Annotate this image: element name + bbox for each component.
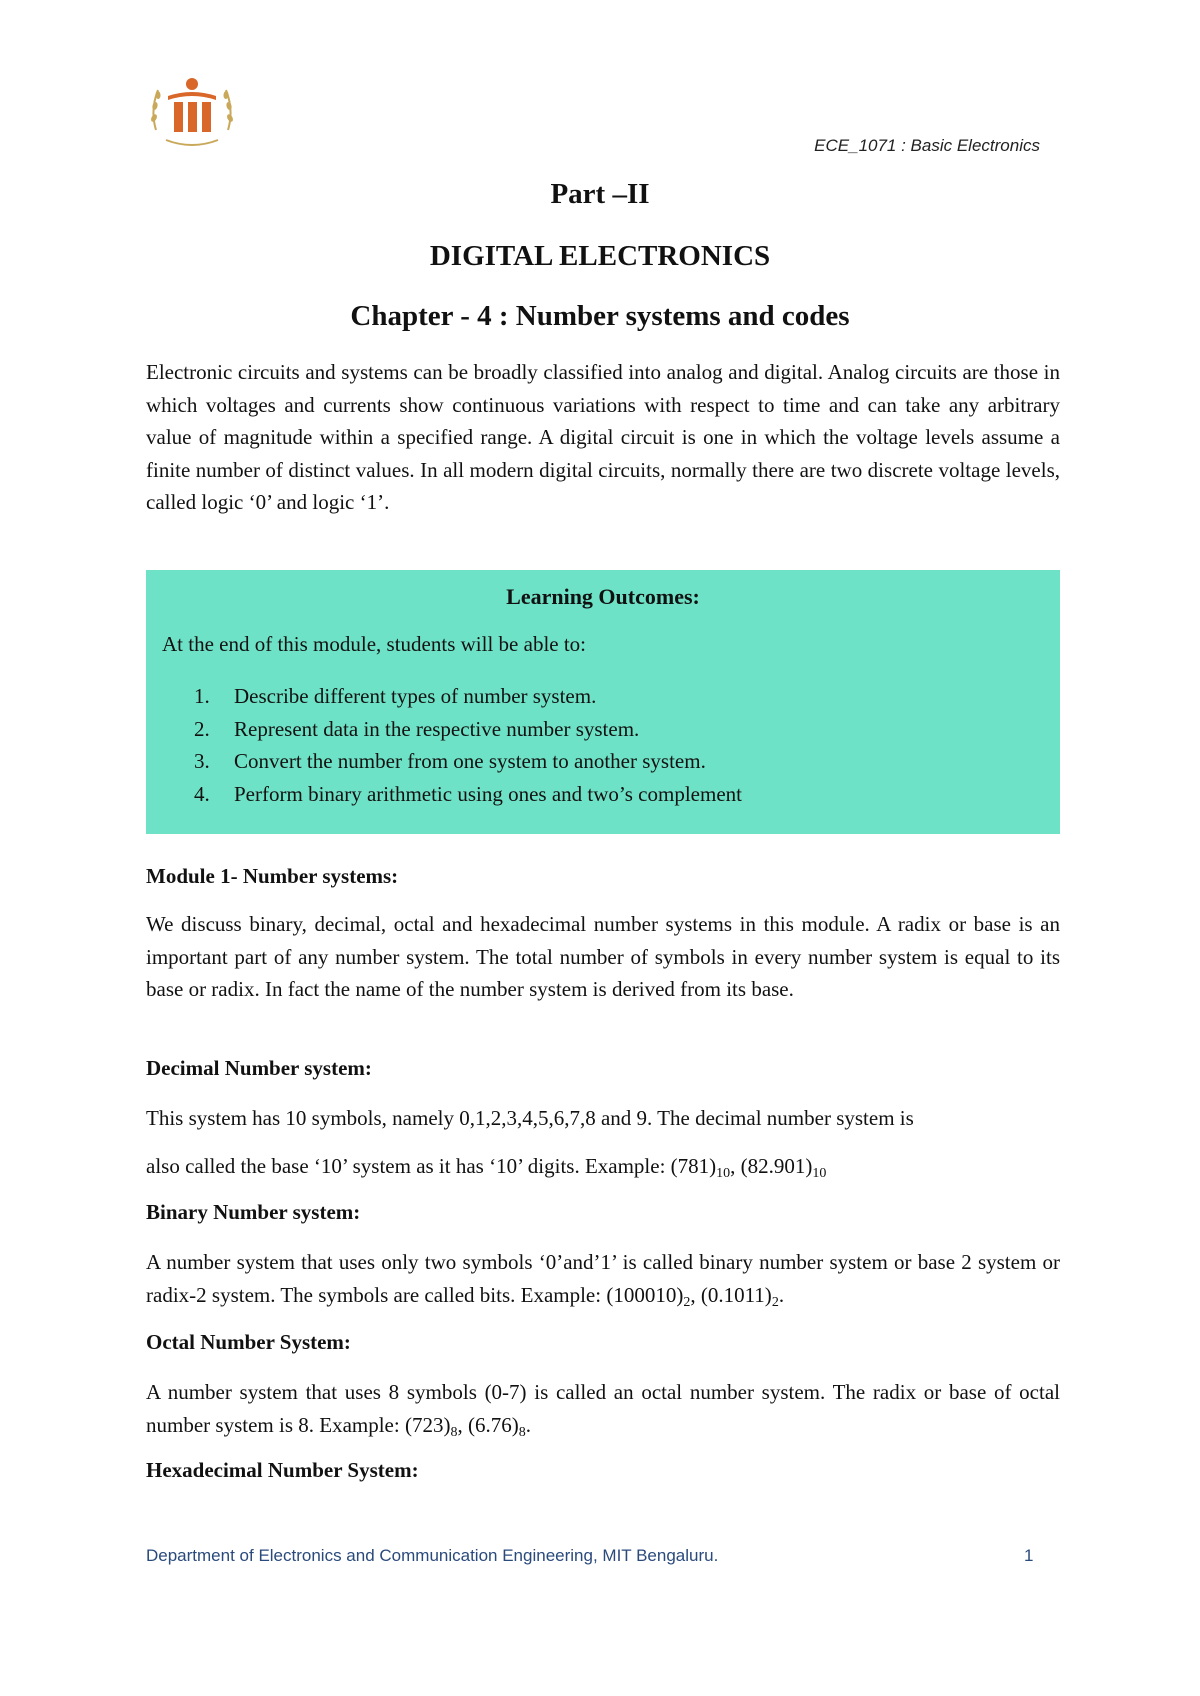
binary-paragraph: A number system that uses only two symbols ‘0’and’1’ is called binary number system or base 2 system or radix-2 system. The symbols are called bits. Example: $(100010)_2$, $(0.1011)_2$.: [146, 1250, 1060, 1310]
learning-outcomes-intro: At the end of this module, students will be able to:: [162, 632, 587, 656]
institute-logo: [146, 70, 238, 152]
learning-outcomes-heading: Learning Outcomes:: [506, 584, 700, 609]
part-title: Part –II: [550, 178, 650, 210]
octal-heading: Octal Number System:: [146, 1330, 351, 1354]
list-item: 2. Represent data in the respective number system.: [194, 716, 640, 741]
decimal-line-1: This system has 10 symbols, namely 0,1,2,3,4,5,6,7,8 and 9. The decimal number system is: [146, 1106, 914, 1130]
chapter-title: Chapter - 4 : Number systems and codes: [350, 300, 850, 332]
course-code-header: ECE_1071 : Basic Electronics: [814, 136, 1040, 155]
intro-paragraph: Electronic circuits and systems can be broadly classified into analog and digital. Analog circuits are those in which voltages and currents show continuous variations with respect to time and can take any arbitrary value of magnitude within a specified range. A digital circuit is one in which the voltage levels assume a finite number of distinct values. In all modern digital circuits, normally there are two discrete voltage levels, called logic ‘0’ and logic ‘1’.: [146, 360, 1060, 514]
hexadecimal-heading: Hexadecimal Number System:: [146, 1458, 419, 1482]
octal-paragraph: A number system that uses 8 symbols (0-7) is called an octal number system. The radix or base of octal number system is 8. Example: $(723)_8$, $(6.76)_8$.: [146, 1380, 1060, 1440]
learning-outcomes-box: [146, 570, 1060, 834]
list-item: 1. Describe different types of number system.: [194, 684, 597, 708]
module1-heading: Module 1- Number systems:: [146, 864, 399, 888]
learning-outcomes-list: [194, 680, 742, 810]
footer-department: Department of Electronics and Communication Engineering, MIT Bengaluru.: [146, 1546, 719, 1565]
list-item: 3. Convert the number from one system to another system.: [194, 749, 706, 773]
subject-title: DIGITAL ELECTRONICS: [429, 240, 771, 272]
binary-heading: Binary Number system:: [146, 1200, 361, 1224]
decimal-heading: Decimal Number system:: [146, 1056, 372, 1080]
page-number: 1: [1024, 1546, 1034, 1565]
list-item: 4. Perform binary arithmetic using ones and two’s complement: [194, 781, 742, 806]
decimal-line-2: also called the base ‘10’ system as it has ‘10’ digits. Example: $(781)_{10}$, $(82.901)_{10}$: [146, 1154, 827, 1181]
module1-paragraph: We discuss binary, decimal, octal and hexadecimal number systems in this module. A radix or base is an important part of any number system. The total number of symbols in every number system is equal to its base or radix. In fact the name of the number system is derived from its base.: [146, 912, 1060, 1001]
